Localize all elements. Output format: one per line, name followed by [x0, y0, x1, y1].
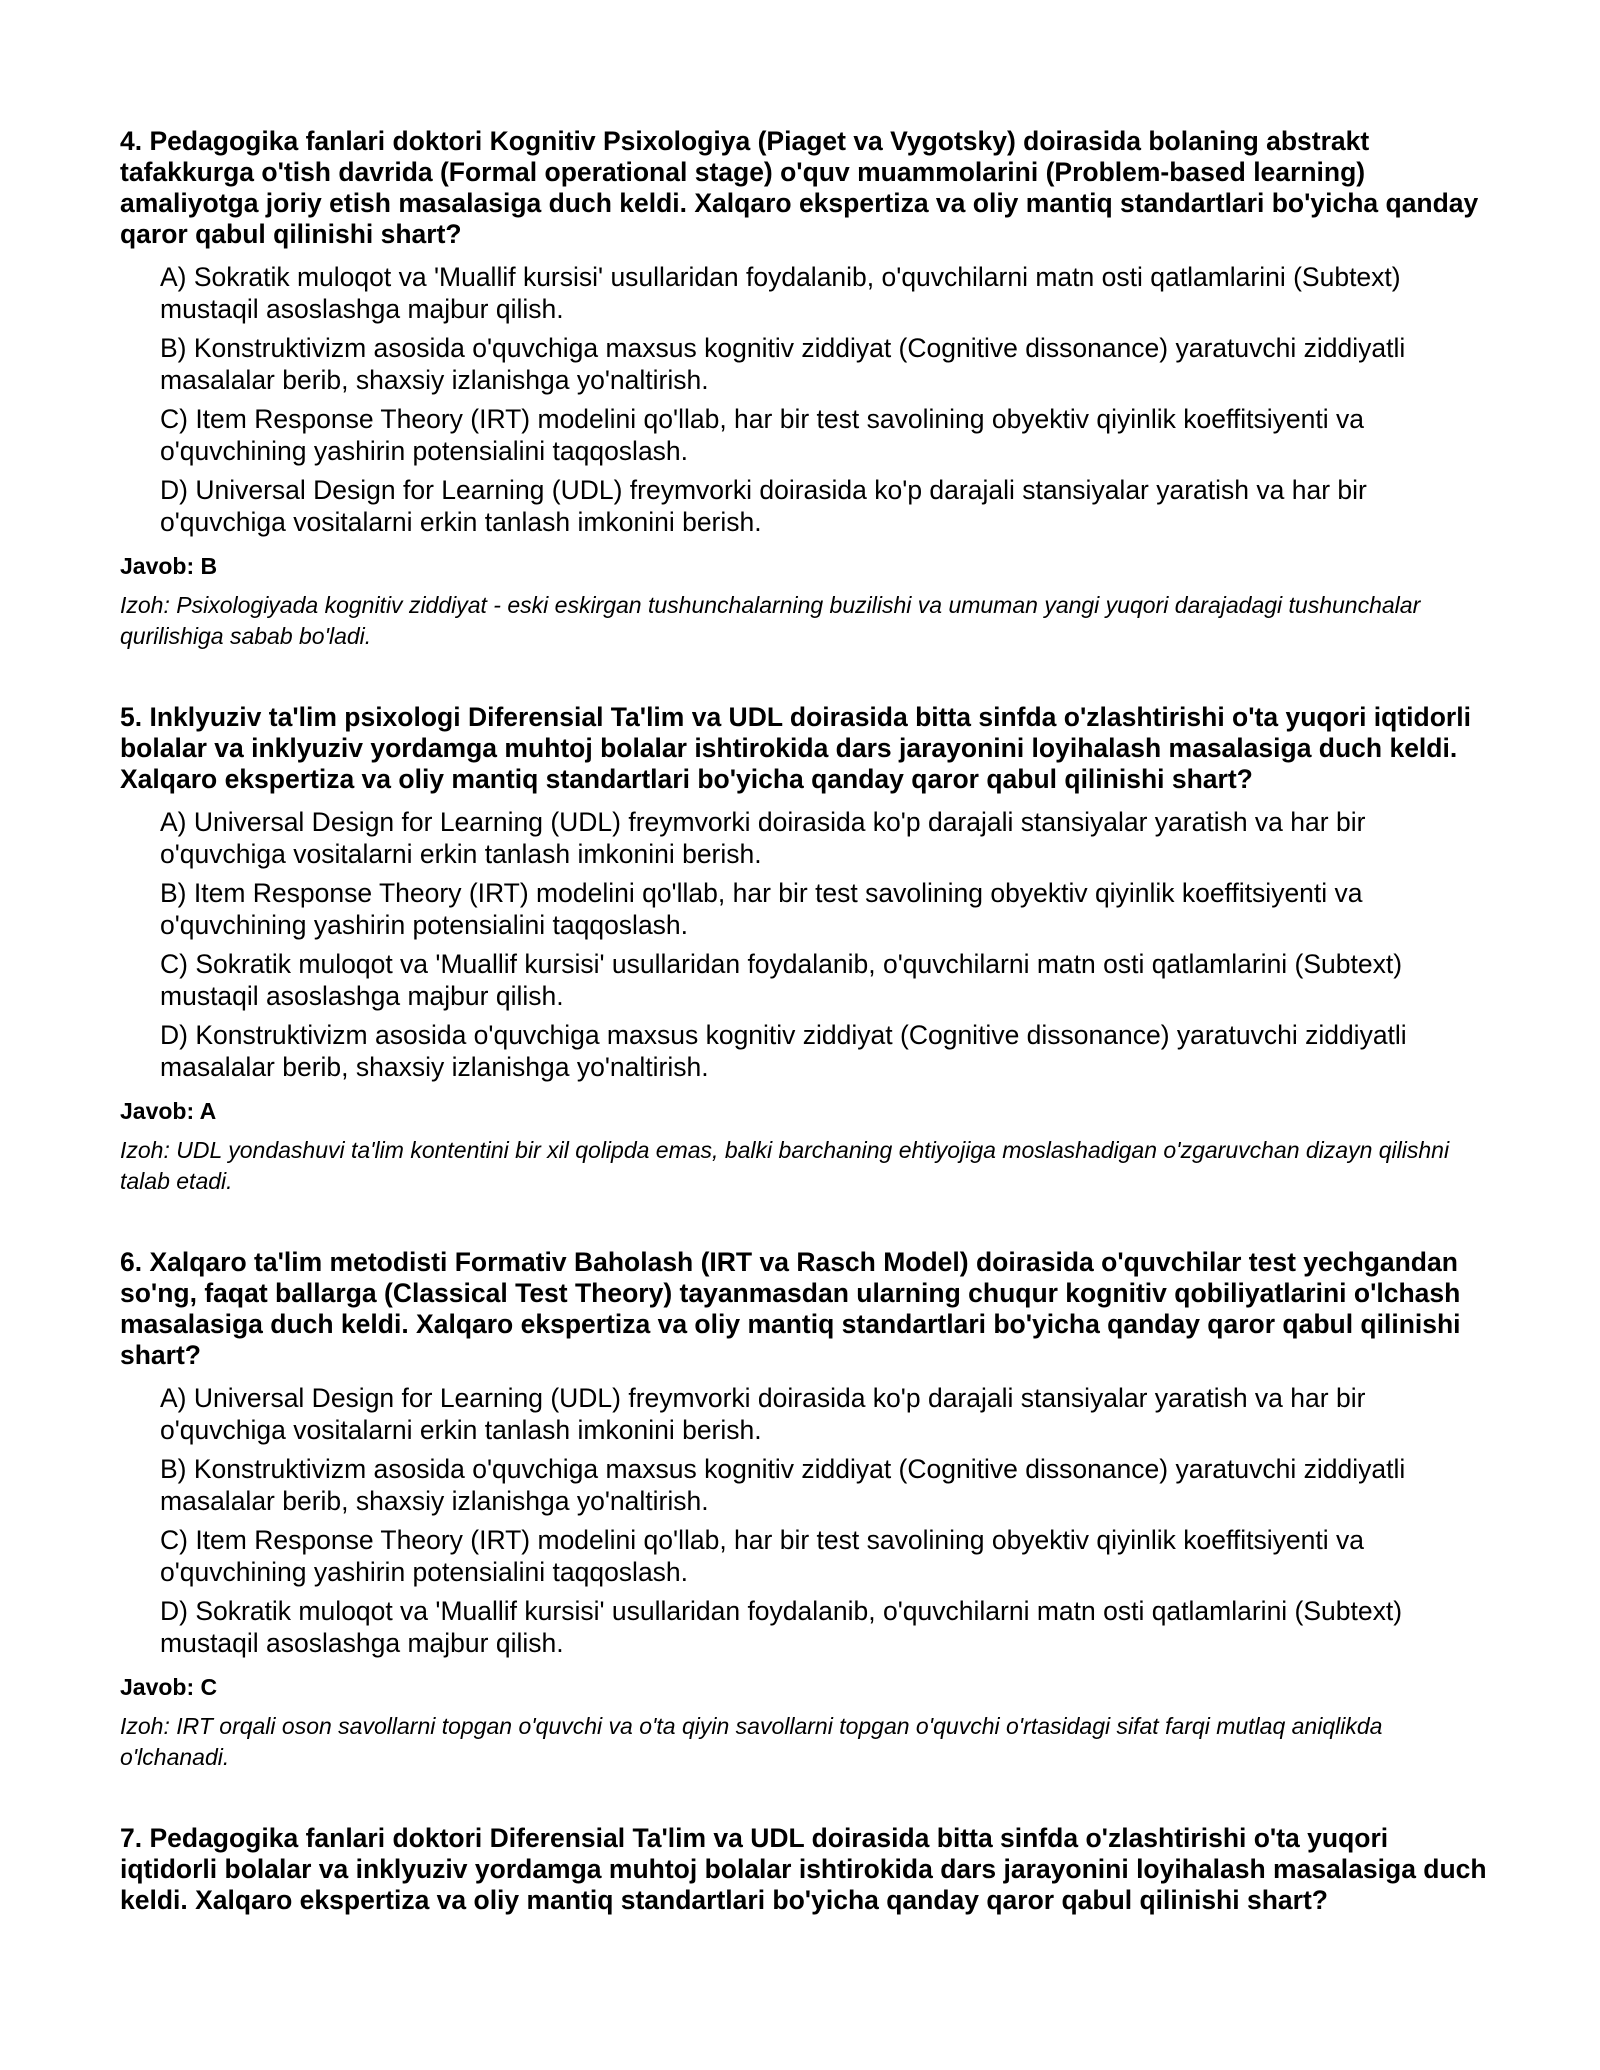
answer: Javob: A — [120, 1098, 217, 1124]
answer: Javob: C — [120, 1674, 218, 1700]
option-c: C) Item Response Theory (IRT) modelini qo'llab, har bir test savolining obyektiv qiyinlik koeffitsiyenti va o'quvchining yashirin potensialini taqqoslash. — [160, 1525, 1364, 1587]
option-b: B) Konstruktivizm asosida o'quvchiga maxsus kognitiv ziddiyat (Cognitive dissonance) yaratuvchi ziddiyatli masalalar berib, shaxsiy izlanishga yo'naltirish. — [160, 1454, 1406, 1516]
question-text: 5. Inklyuziv ta'lim psixologi Diferensial Ta'lim va UDL doirasida bitta sinfda o'zlashtirishi o'ta yuqori iqtidorli bolalar va inklyuziv yordamga muhtoj bolalar ishtirokida dars jarayonini loyihalash masalasiga duch keldi. Xalqaro ekspertiza va oliy mantiq standartlari bo'yicha qanday qaror qabul qilinishi shart? — [120, 702, 1471, 794]
option-d: D) Konstruktivizm asosida o'quvchiga maxsus kognitiv ziddiyat (Cognitive dissonance) yaratuvchi ziddiyatli masalalar berib, shaxsiy izlanishga yo'naltirish. — [160, 1020, 1407, 1082]
question-text: 4. Pedagogika fanlari doktori Kognitiv Psixologiya (Piaget va Vygotsky) doirasida bolaning abstrakt tafakkurga o'tish davrida (Formal operational stage) o'quv muammolarini (Problem-based learning) amaliyotga joriy etish masalasiga duch keldi. Xalqaro ekspertiza va oliy mantiq standartlari bo'yicha qanday qaror qabul qilinishi shart? — [120, 126, 1479, 249]
explanation: Izoh: Psixologiyada kognitiv ziddiyat - eski eskirgan tushunchalarning buzilishi va umuman yangi yuqori darajadagi tushunchalar qurilishiga sabab bo'ladi. — [120, 592, 1421, 649]
option-b: B) Item Response Theory (IRT) modelini qo'llab, har bir test savolining obyektiv qiyinlik koeffitsiyenti va o'quvchining yashirin potensialini taqqoslash. — [160, 878, 1363, 940]
explanation: Izoh: IRT orqali oson savollarni topgan o'quvchi va o'ta qiyin savollarni topgan o'quvchi o'rtasidagi sifat farqi mutlaq aniqlikda o'lchanadi. — [120, 1713, 1383, 1770]
option-a: A) Universal Design for Learning (UDL) freymvorki doirasida ko'p darajali stansiyalar yaratish va har bir o'quvchiga vositalarni erkin tanlash imkonini berish. — [160, 1383, 1366, 1445]
option-b: B) Konstruktivizm asosida o'quvchiga maxsus kognitiv ziddiyat (Cognitive dissonance) yaratuvchi ziddiyatli masalalar berib, shaxsiy izlanishga yo'naltirish. — [160, 333, 1406, 395]
option-d: D) Sokratik muloqot va 'Muallif kursisi' usullaridan foydalanib, o'quvchilarni matn osti qatlamlarini (Subtext) mustaqil asoslashga majbur qilish. — [160, 1596, 1403, 1658]
question-4 — [120, 126, 1490, 652]
explanation: Izoh: UDL yondashuvi ta'lim kontentini bir xil qolipda emas, balki barchaning ehtiyojiga moslashadigan o'zgaruvchan dizayn qilishni talab etadi. — [120, 1137, 1450, 1194]
option-a: A) Universal Design for Learning (UDL) freymvorki doirasida ko'p darajali stansiyalar yaratish va har bir o'quvchiga vositalarni erkin tanlash imkonini berish. — [160, 807, 1366, 869]
option-a: A) Sokratik muloqot va 'Muallif kursisi' usullaridan foydalanib, o'quvchilarni matn osti qatlamlarini (Subtext) mustaqil asoslashga majbur qilish. — [160, 262, 1401, 324]
answer: Javob: B — [120, 553, 218, 579]
question-6 — [120, 1247, 1490, 1773]
option-c: C) Sokratik muloqot va 'Muallif kursisi' usullaridan foydalanib, o'quvchilarni matn osti qatlamlarini (Subtext) mustaqil asoslashga majbur qilish. — [160, 949, 1403, 1011]
question-7 — [120, 1823, 1490, 1916]
option-c: C) Item Response Theory (IRT) modelini qo'llab, har bir test savolining obyektiv qiyinlik koeffitsiyenti va o'quvchining yashirin potensialini taqqoslash. — [160, 404, 1364, 466]
question-5 — [120, 702, 1490, 1197]
question-text: 6. Xalqaro ta'lim metodisti Formativ Baholash (IRT va Rasch Model) doirasida o'quvchilar test yechgandan so'ng, faqat ballarga (Classical Test Theory) tayanmasdan ularning chuqur kognitiv qobiliyatlarini o'lchash masalasiga duch keldi. Xalqaro ekspertiza va oliy mantiq standartlari bo'yicha qanday qaror qabul qilinishi shart? — [120, 1247, 1461, 1370]
question-text: 7. Pedagogika fanlari doktori Diferensial Ta'lim va UDL doirasida bitta sinfda o'zlashtirishi o'ta yuqori iqtidorli bolalar va inklyuziv yordamga muhtoj bolalar ishtirokida dars jarayonini loyihalash masalasiga duch keldi. Xalqaro ekspertiza va oliy mantiq standartlari bo'yicha qanday qaror qabul qilinishi shart? — [120, 1823, 1487, 1915]
option-d: D) Universal Design for Learning (UDL) freymvorki doirasida ko'p darajali stansiyalar yaratish va har bir o'quvchiga vositalarni erkin tanlash imkonini berish. — [160, 475, 1367, 537]
